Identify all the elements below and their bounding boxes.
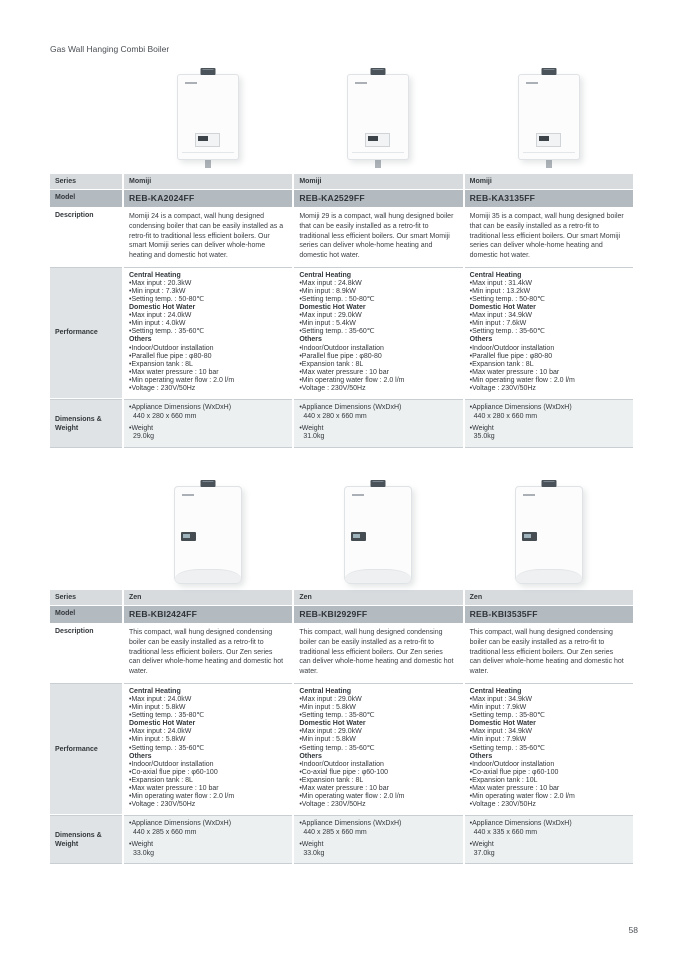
series-value: Zen: [465, 590, 633, 605]
performance-item: • Max input : 24.0kW: [129, 696, 287, 704]
dimensions-row-label: Dimensions & Weight: [50, 399, 122, 448]
performance-item: • Max input : 29.0kW: [299, 312, 457, 320]
performance-item: • Min operating water flow : 2.0 l/m: [299, 793, 457, 801]
performance-item: • Setting temp. : 50-80℃: [129, 296, 287, 304]
dimensions-row-label: Dimensions & Weight: [50, 815, 122, 864]
description-text: This compact, wall hung designed condensing boiler can be easily installed as a retro-fit to traditional less efficient boilers. Our Zen series can deliver whole-home heating and domestic hot water.: [129, 629, 284, 676]
dimension-group: [470, 404, 628, 422]
performance-item: • Setting temp. : 50-80℃: [299, 296, 457, 304]
performance-row-label: Performance: [50, 267, 122, 399]
dimension-label: • Weight: [470, 841, 628, 850]
performance-cell: [124, 267, 292, 399]
series-value: Zen: [294, 590, 462, 605]
dimension-value: 440 x 280 x 660 mm: [473, 412, 538, 420]
performance-item: • Setting temp. : 35-60℃: [129, 745, 287, 753]
performance-item: • Voltage : 230V/50Hz: [129, 385, 287, 393]
performance-item: • Min operating water flow : 2.0 l/m: [129, 793, 287, 801]
boiler-body: [344, 486, 412, 584]
dimension-label: • Appliance Dimensions (WxDxH): [470, 404, 628, 413]
flue-vent-icon: [371, 68, 386, 75]
performance-cell: [294, 683, 462, 815]
performance-section-heading: Others: [299, 752, 322, 760]
flue-vent-icon: [371, 480, 386, 487]
performance-item: • Min input : 5.8kW: [129, 736, 287, 744]
performance-item: • Min operating water flow : 2.0 l/m: [470, 377, 628, 385]
performance-cell: [465, 267, 633, 399]
description-text: Momiji 24 is a compact, wall hung designed condensing boiler that can be easily installed as a retro-fit to traditional less efficient boilers. Our smart Momiji series can deliver whole-home heating and domestic hot water.: [129, 213, 284, 259]
performance-item: • Co-axial flue pipe : φ60-100: [470, 769, 628, 777]
boiler-body: [174, 486, 242, 584]
dimension-label: • Weight: [299, 841, 457, 850]
brand-logo-icon: [352, 494, 364, 496]
dimension-value: 33.0kg: [303, 849, 325, 857]
dimensions-cell: [124, 815, 292, 864]
dimensions-cell: [124, 399, 292, 448]
series-row-label: Series: [50, 174, 122, 189]
performance-section-heading: Central Heating: [129, 271, 181, 279]
model-row-label: Model: [50, 606, 122, 623]
flue-vent-icon: [541, 480, 556, 487]
performance-item: • Setting temp. : 35-60℃: [299, 745, 457, 753]
performance-item: • Max input : 29.0kW: [299, 728, 457, 736]
dimension-value: 29.0kg: [133, 433, 155, 441]
performance-item: • Min input : 13.2kW: [470, 288, 628, 296]
performance-item: • Min input : 5.8kW: [299, 704, 457, 712]
performance-item: • Parallel flue pipe : φ80-80: [299, 353, 457, 361]
performance-item: • Max input : 34.9kW: [470, 696, 628, 704]
performance-item: • Indoor/Outdoor installation: [470, 761, 628, 769]
boiler-image-momiji-1: [124, 74, 292, 168]
dimension-label: • Appliance Dimensions (WxDxH): [129, 820, 287, 829]
series-value: Momiji: [465, 174, 633, 189]
performance-item: • Max input : 31.4kW: [470, 280, 628, 288]
performance-cell: [124, 683, 292, 815]
performance-item: • Min operating water flow : 2.0 l/m: [129, 377, 287, 385]
performance-item: • Min input : 7.3kW: [129, 288, 287, 296]
performance-item: • Expansion tank : 8L: [470, 361, 628, 369]
dimension-label: • Weight: [470, 425, 628, 434]
boiler-image-momiji-2: [294, 74, 462, 168]
page-title: Gas Wall Hanging Combi Boiler: [50, 44, 170, 54]
performance-item: • Expansion tank : 8L: [129, 777, 287, 785]
performance-item: • Max input : 24.0kW: [129, 312, 287, 320]
performance-item: • Indoor/Outdoor installation: [299, 345, 457, 353]
boiler-body: [515, 486, 583, 584]
dimension-group: [129, 404, 287, 422]
brand-logo-icon: [523, 494, 535, 496]
flue-vent-icon: [201, 68, 216, 75]
dimension-label: • Weight: [299, 425, 457, 434]
boiler-body: [518, 74, 580, 160]
control-panel-icon: [365, 133, 390, 147]
description-text: Momiji 35 is a compact, wall hung designed boiler that can be easily installed as a retro-fit to traditional less efficient boilers. Our smart Momiji series can deliver whole-home heating and domestic hot water.: [469, 213, 624, 259]
bottom-curve: [175, 569, 241, 583]
series-value: Momiji: [124, 174, 292, 189]
description-row-label: Description: [55, 628, 94, 636]
model-value: REB-KA2024FF: [124, 190, 292, 207]
dimension-label: • Appliance Dimensions (WxDxH): [299, 404, 457, 413]
flue-vent-icon: [541, 68, 556, 75]
performance-item: • Voltage : 230V/50Hz: [129, 801, 287, 809]
page-number: 58: [628, 925, 638, 935]
dimension-group: [129, 820, 287, 838]
performance-section-heading: Others: [299, 336, 322, 344]
performance-item: • Setting temp. : 35-80℃: [129, 712, 287, 720]
performance-item: • Indoor/Outdoor installation: [299, 761, 457, 769]
bottom-curve: [516, 569, 582, 583]
performance-section-heading: Domestic Hot Water: [299, 303, 366, 311]
dimension-value: 31.0kg: [303, 433, 325, 441]
performance-section-heading: Others: [129, 336, 152, 344]
performance-cell: [294, 267, 462, 399]
series-value: Momiji: [294, 174, 462, 189]
performance-item: • Max water pressure : 10 bar: [299, 369, 457, 377]
brand-logo-icon: [182, 494, 194, 496]
control-panel-icon: [536, 133, 561, 147]
dimension-value: 440 x 285 x 660 mm: [303, 829, 367, 837]
dimension-group: [129, 841, 287, 859]
flue-vent-icon: [201, 480, 216, 487]
performance-item: • Min input : 7.9kW: [470, 704, 628, 712]
performance-section-heading: Central Heating: [469, 271, 522, 279]
dimension-value: 440 x 280 x 660 mm: [303, 412, 367, 420]
control-panel-icon: [522, 532, 537, 541]
control-panel-icon: [181, 532, 196, 541]
performance-item: • Setting temp. : 35-60℃: [299, 328, 457, 336]
performance-item: • Max input : 34.9kW: [470, 312, 628, 320]
series-value: Zen: [124, 590, 292, 605]
dimension-group: [470, 820, 628, 838]
dimension-value: 35.0kg: [473, 433, 495, 441]
model-row-label: Model: [50, 190, 122, 207]
performance-item: • Max input : 24.8kW: [299, 280, 457, 288]
model-value: REB-KA2529FF: [294, 190, 462, 207]
performance-item: • Co-axial flue pipe : φ60-100: [299, 769, 457, 777]
bottom-curve: [345, 569, 411, 583]
performance-section-heading: Domestic Hot Water: [299, 720, 366, 728]
boiler-image-zen-3: [465, 486, 633, 584]
performance-item: • Max water pressure : 10 bar: [129, 369, 287, 377]
pipe-icon: [205, 159, 211, 168]
performance-item: • Expansion tank : 8L: [299, 777, 457, 785]
performance-section-heading: Central Heating: [299, 687, 352, 695]
performance-item: • Expansion tank : 8L: [129, 361, 287, 369]
performance-section-heading: Central Heating: [469, 687, 522, 695]
boiler-body: [347, 74, 409, 160]
performance-item: • Setting temp. : 35-60℃: [470, 745, 628, 753]
description-text: This compact, wall hung designed condensing boiler can be easily installed as a retro-fit to traditional less efficient boilers. Our Zen series can deliver whole-home heating and domestic hot water.: [299, 629, 454, 676]
performance-item: • Max input : 24.0kW: [129, 728, 287, 736]
dimensions-cell: [294, 815, 462, 864]
performance-item: • Min operating water flow : 2.0 l/m: [299, 377, 457, 385]
performance-item: • Indoor/Outdoor installation: [129, 345, 287, 353]
performance-item: • Parallel flue pipe : φ80-80: [129, 353, 287, 361]
performance-cell: [465, 683, 633, 815]
zen-images-row: [50, 466, 633, 584]
performance-row-label: Performance: [50, 683, 122, 815]
performance-item: • Voltage : 230V/50Hz: [470, 385, 628, 393]
model-value: REB-KBI2424FF: [124, 606, 292, 623]
brand-logo-icon: [526, 82, 538, 84]
performance-item: • Indoor/Outdoor installation: [470, 345, 628, 353]
performance-section-heading: Domestic Hot Water: [469, 303, 536, 311]
dimension-group: [299, 841, 457, 859]
description-row-label: Description: [55, 212, 94, 220]
description-text: Momiji 29 is a compact, wall hung designed boiler that can be easily installed as a retro-fit to traditional less efficient boilers. Our smart Momiji series can deliver whole-home heating and domestic hot water.: [299, 213, 454, 259]
boiler-body: [177, 74, 239, 160]
body-seam: [352, 152, 404, 153]
dimensions-cell: [465, 399, 633, 448]
performance-item: • Max water pressure : 10 bar: [470, 369, 628, 377]
boiler-image-zen-2: [294, 486, 462, 584]
performance-section-heading: Others: [469, 752, 493, 760]
dimension-group: [129, 425, 287, 443]
performance-item: • Min input : 5.4kW: [299, 320, 457, 328]
performance-item: • Parallel flue pipe : φ80-80: [470, 353, 628, 361]
dimension-value: 440 x 335 x 660 mm: [473, 829, 538, 837]
performance-item: • Voltage : 230V/50Hz: [299, 801, 457, 809]
performance-item: • Max input : 29.0kW: [299, 696, 457, 704]
performance-item: • Min input : 5.8kW: [129, 704, 287, 712]
body-seam: [523, 152, 575, 153]
model-value: REB-KA3135FF: [465, 190, 633, 207]
performance-item: • Max input : 20.3kW: [129, 280, 287, 288]
performance-item: • Setting temp. : 50-80℃: [470, 296, 628, 304]
dimension-group: [299, 404, 457, 422]
performance-item: • Voltage : 230V/50Hz: [299, 385, 457, 393]
dimension-label: • Weight: [129, 425, 287, 434]
dimension-value: 440 x 280 x 660 mm: [133, 412, 197, 420]
performance-item: • Setting temp. : 35-80℃: [299, 712, 457, 720]
performance-section-heading: Domestic Hot Water: [129, 720, 196, 728]
dimension-label: • Weight: [129, 841, 287, 850]
dimension-group: [299, 425, 457, 443]
performance-item: • Max input : 34.9kW: [470, 728, 628, 736]
dimension-value: 440 x 285 x 660 mm: [133, 829, 197, 837]
performance-item: • Expansion tank : 10L: [470, 777, 628, 785]
performance-section-heading: Central Heating: [299, 271, 352, 279]
dimensions-cell: [294, 399, 462, 448]
performance-item: • Setting temp. : 35-60℃: [129, 328, 287, 336]
dimensions-cell: [465, 815, 633, 864]
performance-item: • Expansion tank : 8L: [299, 361, 457, 369]
pipe-icon: [375, 159, 381, 168]
performance-section-heading: Others: [129, 752, 152, 760]
model-value: REB-KBI2929FF: [294, 606, 462, 623]
boiler-image-zen-1: [124, 486, 292, 584]
performance-item: • Min input : 4.0kW: [129, 320, 287, 328]
description-text: This compact, wall hung designed condensing boiler can be easily installed as a retro-fit to traditional less efficient boilers. Our Zen series can deliver whole-home heating and domestic hot water.: [469, 629, 624, 676]
dimension-value: 37.0kg: [473, 849, 495, 857]
performance-item: • Indoor/Outdoor installation: [129, 761, 287, 769]
momiji-images-row: [50, 64, 633, 168]
dimension-group: [470, 425, 628, 443]
performance-item: • Min input : 8.9kW: [299, 288, 457, 296]
dimension-group: [299, 820, 457, 838]
performance-item: • Co-axial flue pipe : φ60-100: [129, 769, 287, 777]
control-panel-icon: [351, 532, 366, 541]
performance-item: • Min input : 7.9kW: [470, 736, 628, 744]
momiji-spec-table: [50, 174, 633, 448]
control-panel-icon: [195, 133, 220, 147]
boiler-image-momiji-3: [465, 74, 633, 168]
performance-item: • Min input : 5.8kW: [299, 736, 457, 744]
dimension-label: • Appliance Dimensions (WxDxH): [299, 820, 457, 829]
brand-logo-icon: [185, 82, 197, 84]
dimension-label: • Appliance Dimensions (WxDxH): [129, 404, 287, 413]
dimension-group: [470, 841, 628, 859]
performance-item: • Min input : 7.6kW: [470, 320, 628, 328]
performance-item: • Voltage : 230V/50Hz: [470, 801, 628, 809]
performance-section-heading: Domestic Hot Water: [469, 720, 536, 728]
performance-item: • Min operating water flow : 2.0 l/m: [470, 793, 628, 801]
dimension-label: • Appliance Dimensions (WxDxH): [470, 820, 628, 829]
pipe-icon: [546, 159, 552, 168]
performance-section-heading: Central Heating: [129, 687, 181, 695]
performance-item: • Max water pressure : 10 bar: [470, 785, 628, 793]
zen-spec-table: [50, 590, 633, 864]
performance-item: • Setting temp. : 35-80℃: [470, 712, 628, 720]
brand-logo-icon: [355, 82, 367, 84]
performance-item: • Max water pressure : 10 bar: [129, 785, 287, 793]
body-seam: [182, 152, 234, 153]
model-value: REB-KBI3535FF: [465, 606, 633, 623]
series-row-label: Series: [50, 590, 122, 605]
performance-section-heading: Domestic Hot Water: [129, 303, 196, 311]
dimension-value: 33.0kg: [133, 849, 155, 857]
performance-section-heading: Others: [469, 336, 493, 344]
performance-item: • Max water pressure : 10 bar: [299, 785, 457, 793]
performance-item: • Setting temp. : 35-60℃: [470, 328, 628, 336]
